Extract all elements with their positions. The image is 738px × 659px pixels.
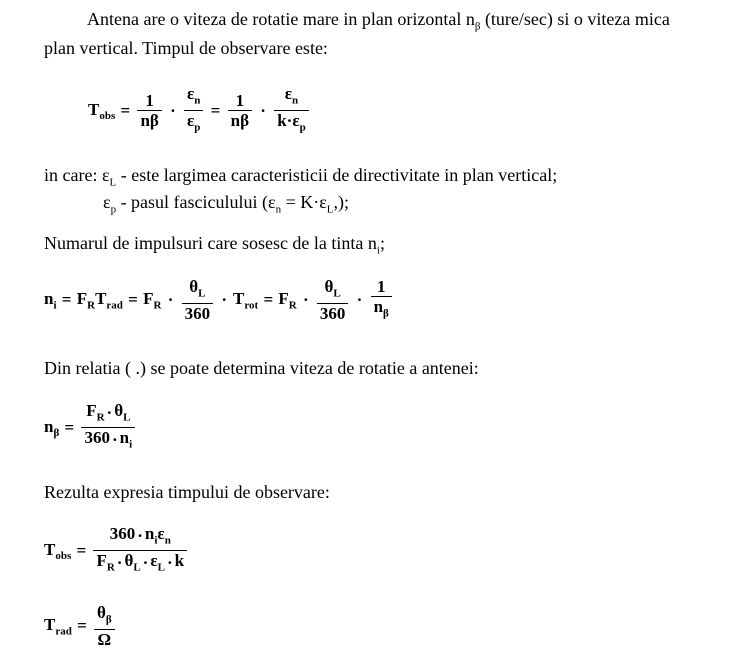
equation-pulse-count: $n_i = F_RT_{rad} = F_R$ · $\frac{\theta_L}{360}$ · $T_{rot} = F_R$ · $\frac{\theta_L}{360}$ · $\frac{1}{n_\beta}$ — [44, 277, 394, 323]
equation-observation-time: $T_{obs}$ = $\frac{1}{n\beta}$ · $\frac{\varepsilon_n}{\varepsilon_p}$ = $\frac{1}{n\beta}$ · $\frac{\varepsilon_n}{k\cdot\varepsilon_p}$ — [88, 84, 311, 138]
equation-radiation-time: $T_{rad}$ = $\frac{\theta_\beta}{\Omega}$ — [44, 603, 117, 649]
paragraph-intro-line2: plan vertical. Timpul de observare este: — [44, 38, 328, 58]
paragraph-definitions-line2: $\varepsilon_p$ - pasul fasciculului $(\varepsilon_n = K\cdot\varepsilon_L,)$; — [103, 192, 350, 216]
paragraph-intro-line1: Antena are o viteza de rotatie mare in plan orizontal $n_\beta$ (ture/sec) si o viteza mica — [87, 9, 670, 33]
equation-rotation-speed: $n_\beta$ = $\frac{F_R \cdot \theta_L}{360 \cdot n_i}$ — [44, 401, 137, 455]
paragraph-rotation-speed: Din relatia ( .) se poate determina viteza de rotatie a antenei: — [44, 358, 479, 378]
paragraph-pulses: Numarul de impulsuri care sosesc de la tinta $n_i$; — [44, 233, 385, 257]
paragraph-definitions-line1: in care: $\varepsilon_L$ - este largimea caracteristicii de directivitate in plan vertical; — [44, 165, 558, 189]
paragraph-observation-result: Rezulta expresia timpului de observare: — [44, 482, 330, 502]
equation-observation-time-final: $T_{obs}$ = $\frac{360 \cdot n_i\varepsilon_n}{F_R \cdot \theta_L \cdot \varepsilon_L \cdot k}$ — [44, 524, 189, 578]
